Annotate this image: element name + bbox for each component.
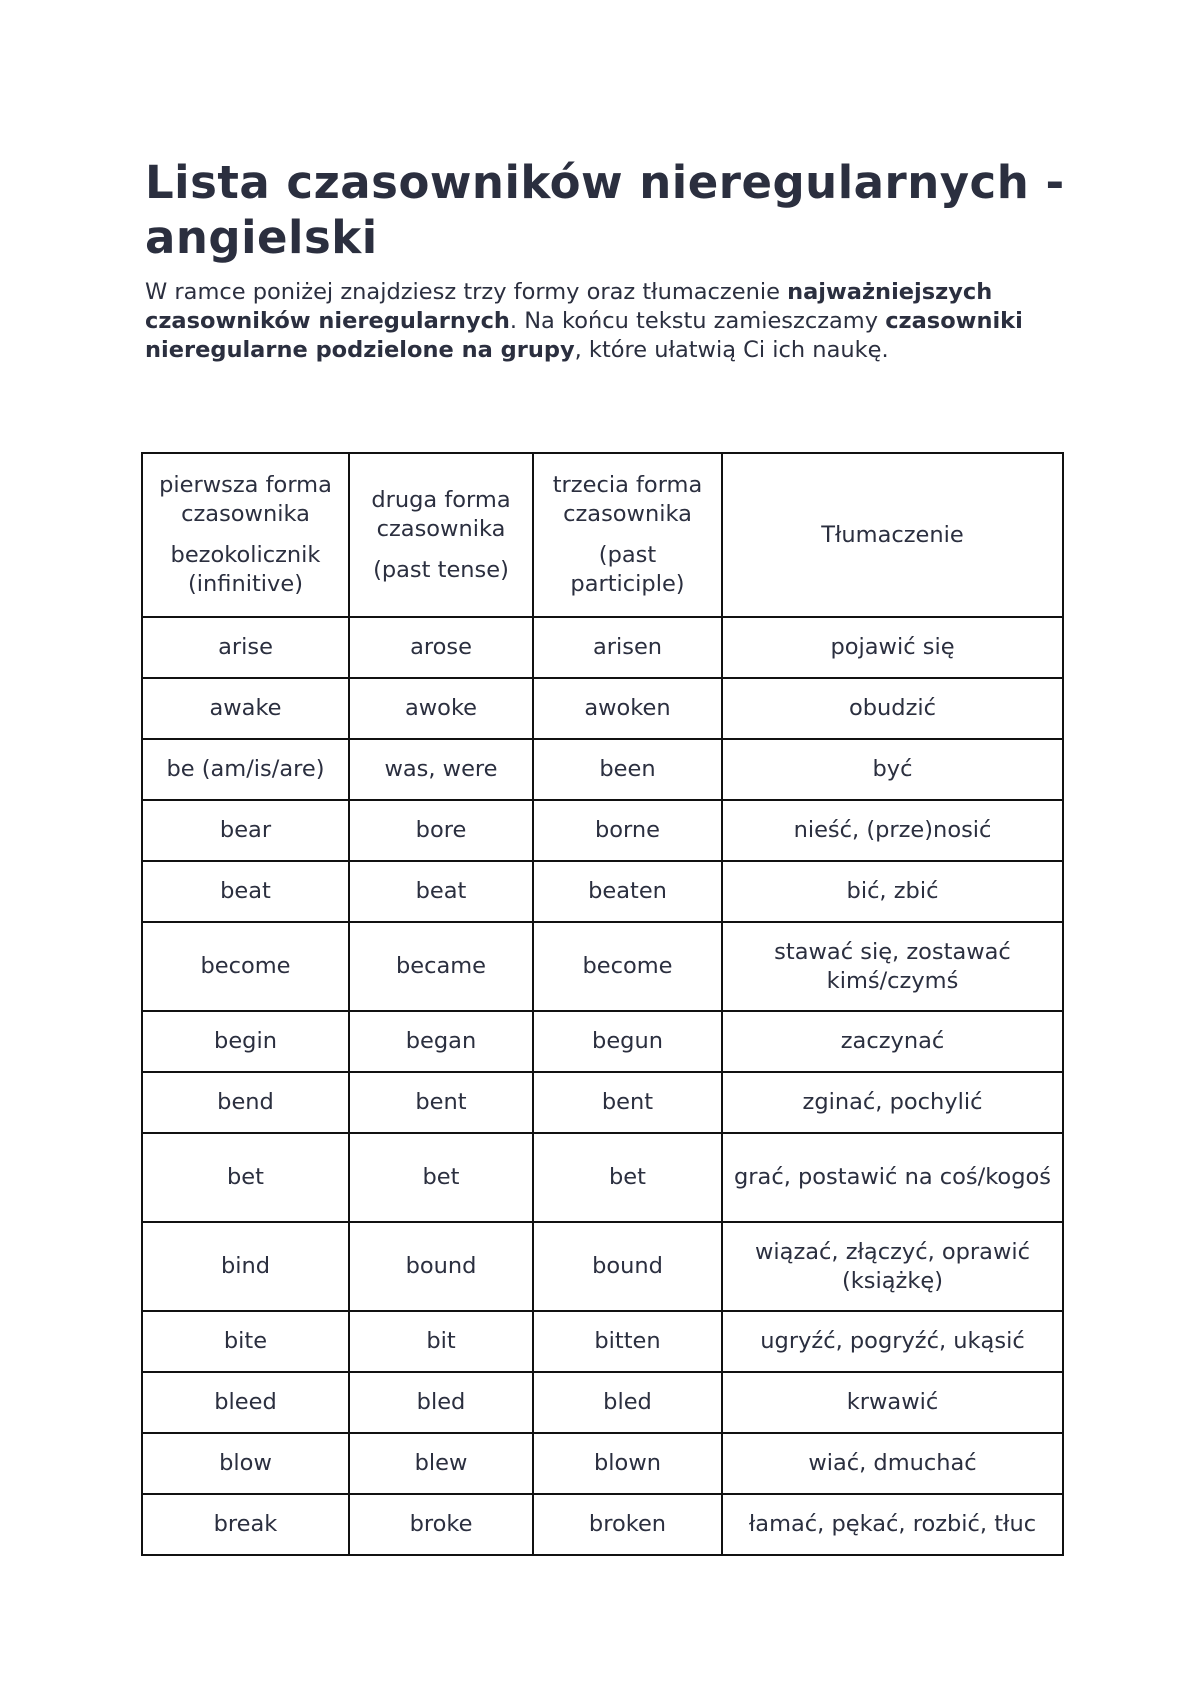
cell-past-tense: bore [349, 800, 533, 861]
cell-translation: obudzić [722, 678, 1063, 739]
cell-past-participle: broken [533, 1494, 722, 1555]
cell-past-participle: blown [533, 1433, 722, 1494]
table-header-row [142, 453, 1063, 617]
cell-infinitive: be (am/is/are) [142, 739, 349, 800]
header-label: Tłumaczenie [821, 521, 964, 548]
intro-text: W ramce poniżej znajdziesz trzy formy oraz tłumaczenie [145, 279, 788, 305]
table-row [142, 1311, 1063, 1372]
cell-past-participle: bitten [533, 1311, 722, 1372]
table-row [142, 1011, 1063, 1072]
cell-infinitive: bet [142, 1133, 349, 1222]
cell-infinitive: become [142, 922, 349, 1011]
cell-translation: bić, zbić [722, 861, 1063, 922]
intro-text: , które ułatwią Ci ich naukę. [574, 337, 889, 363]
cell-past-tense: bet [349, 1133, 533, 1222]
header-sublabel: (past participle) [570, 542, 685, 597]
cell-translation: grać, postawić na coś/kogoś [722, 1133, 1063, 1222]
intro-paragraph [145, 278, 1085, 365]
cell-translation: zginać, pochylić [722, 1072, 1063, 1133]
cell-translation: łamać, pękać, rozbić, tłuc [722, 1494, 1063, 1555]
table-row [142, 1494, 1063, 1555]
table-row [142, 922, 1063, 1011]
cell-past-tense: bled [349, 1372, 533, 1433]
table-row [142, 1222, 1063, 1311]
table-row [142, 1133, 1063, 1222]
table-body [142, 453, 1063, 1555]
cell-infinitive: begin [142, 1011, 349, 1072]
cell-translation: być [722, 739, 1063, 800]
table-row [142, 800, 1063, 861]
table-row [142, 1372, 1063, 1433]
cell-past-participle: borne [533, 800, 722, 861]
cell-past-tense: awoke [349, 678, 533, 739]
header-sublabel: (past tense) [373, 556, 509, 583]
cell-infinitive: bend [142, 1072, 349, 1133]
header-translation [722, 453, 1063, 617]
cell-infinitive: blow [142, 1433, 349, 1494]
cell-past-participle: bent [533, 1072, 722, 1133]
cell-past-tense: bound [349, 1222, 533, 1311]
cell-infinitive: beat [142, 861, 349, 922]
table-row [142, 1433, 1063, 1494]
cell-past-tense: bent [349, 1072, 533, 1133]
table-row [142, 617, 1063, 678]
header-label: trzecia forma czasownika [552, 472, 703, 527]
cell-translation: wiać, dmuchać [722, 1433, 1063, 1494]
cell-past-tense: bit [349, 1311, 533, 1372]
cell-past-participle: bet [533, 1133, 722, 1222]
irregular-verbs-table [141, 452, 1064, 1556]
cell-translation: krwawić [722, 1372, 1063, 1433]
cell-translation: nieść, (prze)nosić [722, 800, 1063, 861]
table-row [142, 678, 1063, 739]
intro-bold-text: czasowniki nieregularne podzielone na grupy [145, 308, 1023, 363]
page-title: Lista czasowników nieregularnych - angielski [145, 156, 1065, 264]
cell-past-participle: awoken [533, 678, 722, 739]
cell-infinitive: arise [142, 617, 349, 678]
cell-past-tense: broke [349, 1494, 533, 1555]
cell-past-tense: became [349, 922, 533, 1011]
cell-past-participle: beaten [533, 861, 722, 922]
cell-infinitive: bite [142, 1311, 349, 1372]
cell-infinitive: awake [142, 678, 349, 739]
cell-translation: zaczynać [722, 1011, 1063, 1072]
cell-past-tense: arose [349, 617, 533, 678]
intro-text: . Na końcu tekstu zamieszczamy [509, 308, 886, 334]
cell-past-tense: beat [349, 861, 533, 922]
cell-past-tense: blew [349, 1433, 533, 1494]
cell-translation: pojawić się [722, 617, 1063, 678]
header-sublabel: bezokolicznik (infinitive) [170, 542, 321, 597]
cell-past-participle: bound [533, 1222, 722, 1311]
cell-past-participle: arisen [533, 617, 722, 678]
cell-translation: wiązać, złączyć, oprawić (książkę) [722, 1222, 1063, 1311]
header-first-form [142, 453, 349, 617]
cell-translation: stawać się, zostawać kimś/czymś [722, 922, 1063, 1011]
cell-past-participle: been [533, 739, 722, 800]
table-row [142, 1072, 1063, 1133]
cell-past-tense: was, were [349, 739, 533, 800]
header-label: druga forma czasownika [371, 486, 511, 542]
cell-past-tense: began [349, 1011, 533, 1072]
cell-infinitive: break [142, 1494, 349, 1555]
table-row [142, 861, 1063, 922]
cell-past-participle: bled [533, 1372, 722, 1433]
cell-infinitive: bleed [142, 1372, 349, 1433]
cell-infinitive: bear [142, 800, 349, 861]
cell-past-participle: begun [533, 1011, 722, 1072]
intro-bold-text: najważniejszych czasowników nieregularnych [145, 279, 993, 334]
header-second-form [349, 453, 533, 617]
header-label: pierwsza forma czasownika [159, 472, 332, 527]
cell-translation: ugryźć, pogryźć, ukąsić [722, 1311, 1063, 1372]
cell-past-participle: become [533, 922, 722, 1011]
header-third-form [533, 453, 722, 617]
cell-infinitive: bind [142, 1222, 349, 1311]
table-row [142, 739, 1063, 800]
